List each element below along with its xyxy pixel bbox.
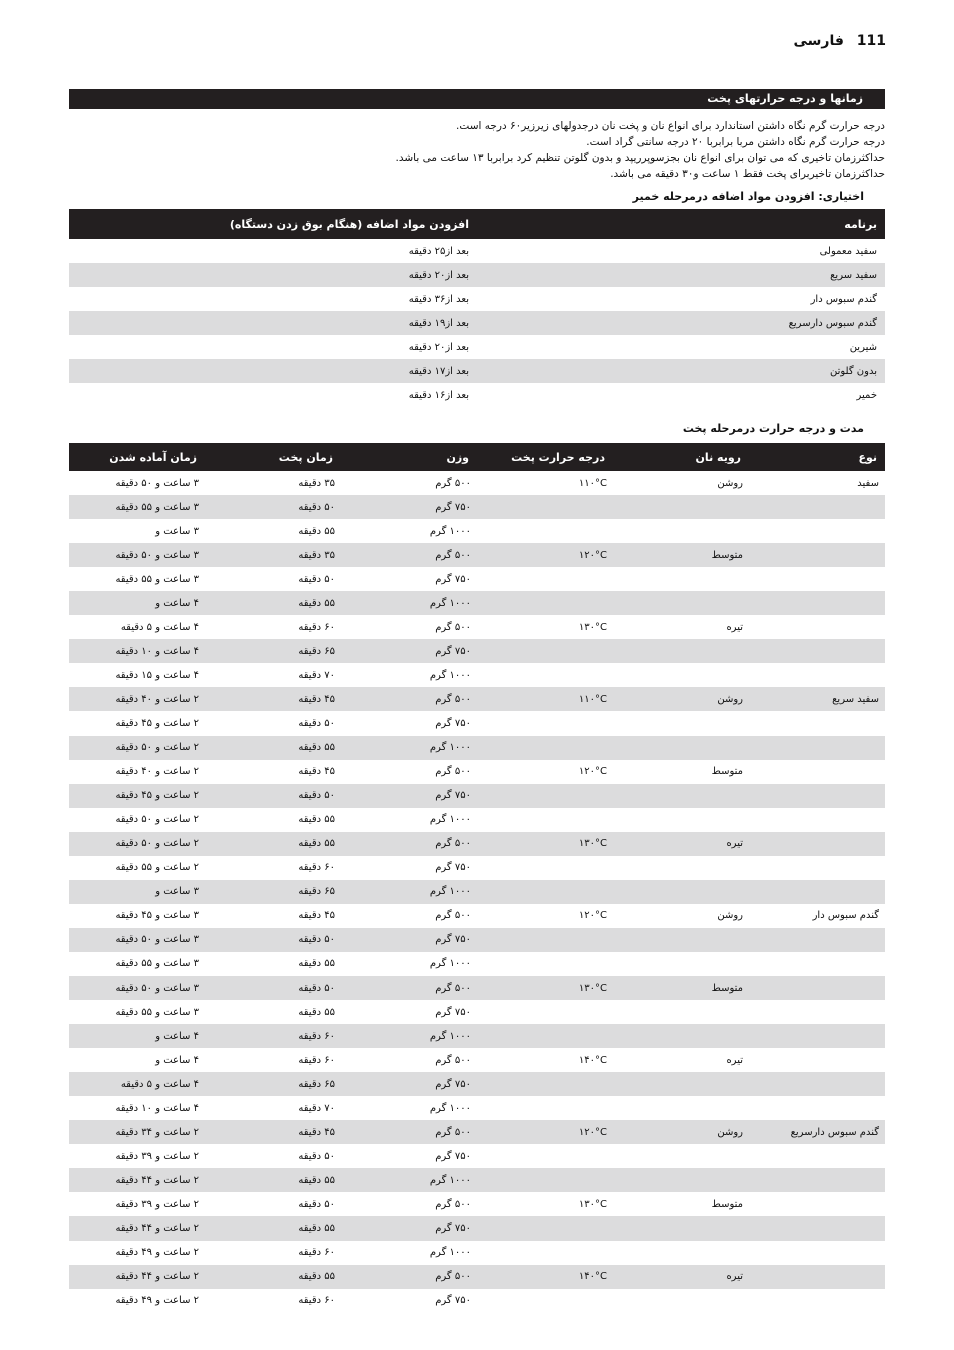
cell-bake-time: ۶۰ دقیقه [298,1247,335,1259]
cell-crust: روشن [717,477,743,489]
cell-weight: ۷۵۰ گرم [341,928,477,952]
cell-temperature: ۱۳۰°C [477,832,613,856]
cell-type [749,711,885,735]
cell-bake-time: ۵۰ دقیقه [205,976,341,1000]
cell-bake-time: ۶۵ دقیقه [205,1072,341,1096]
cell-ready-time: ۲ ساعت و ۴۵ دقیقه [69,784,205,808]
cell-weight: ۷۵۰ گرم [341,639,477,663]
cell-bake-time: ۵۰ دقیقه [298,1150,335,1162]
cell-type [749,760,885,784]
table-row [69,335,885,359]
table-row [69,1144,885,1168]
cell-crust: متوسط [711,766,743,778]
cell-ready-time: ۳ ساعت و ۵۰ دقیقه [69,976,205,1000]
table-row [69,383,885,407]
cell-temperature [477,1216,613,1240]
cell-program: گندم سبوس دارسریع [477,311,885,335]
cell-program: بدون گلوتن [477,359,885,383]
cell-ready-time: ۲ ساعت و ۳۴ دقیقه [69,1120,205,1144]
cell-program: گندم سبوس دار [810,293,877,305]
cell-crust: متوسط [711,1198,743,1210]
cell-temperature [477,808,613,832]
cell-weight: ۷۵۰ گرم [435,573,471,585]
cell-addon-time: بعد از۱۶ دقیقه [408,389,469,401]
cell-crust [613,591,749,615]
cell-ready-time: ۳ ساعت و ۵۰ دقیقه [69,543,205,567]
cell-type: گندم سبوس دار [812,910,879,922]
cell-type [749,1096,885,1120]
cell-temperature [477,736,613,760]
cell-bake-time: ۴۵ دقیقه [298,766,335,778]
col-header-ready-time: زمان آماده شدن [69,443,205,471]
cell-addon-time: بعد از۲۰ دقیقه [408,341,469,353]
cell-temperature: ۱۲۰°C [477,1120,613,1144]
table-row [69,591,885,615]
cell-crust [613,1072,749,1096]
cell-bake-time: ۶۰ دقیقه [298,1054,335,1066]
cell-weight: ۷۵۰ گرم [435,1006,471,1018]
cell-temperature [477,1072,613,1096]
cell-crust [613,1024,749,1048]
cell-addon-time: بعد از۲۵ دقیقه [408,245,469,257]
cell-weight: ۱۰۰۰ گرم [341,736,477,760]
cell-ready-time: ۲ ساعت و ۵۰ دقیقه [69,832,205,856]
cell-ready-time: ۴ ساعت و ۱۰ دقیقه [115,1102,199,1114]
cell-type [749,808,885,832]
cell-temperature [477,1168,613,1192]
cell-weight: ۱۰۰۰ گرم [429,958,471,970]
cell-type: سفید سریع [749,687,885,711]
table-row [69,1120,885,1144]
table-row [69,1241,885,1265]
cell-temperature [477,1000,613,1024]
cell-crust [613,1144,749,1168]
cell-type [749,639,885,663]
cell-crust [613,639,749,663]
cell-crust [613,711,749,735]
cell-weight: ۷۵۰ گرم [435,717,471,729]
cell-bake-time: ۴۵ دقیقه [298,910,335,922]
table-row [69,711,885,735]
cell-ready-time: ۳ ساعت و [155,525,199,537]
cell-bake-time: ۵۰ دقیقه [205,495,341,519]
intro-line: درجه حرارت گرم نگاه داشتن مربا برابربا ۲۰ درجه سانتی گراد است. [586,136,885,148]
cell-ready-time: ۲ ساعت و ۵۰ دقیقه [115,814,199,826]
col-header-weight: وزن [341,443,477,471]
cell-type [749,543,885,567]
cell-ready-time: ۴ ساعت و ۵ دقیقه [69,1072,205,1096]
intro-text [69,118,885,182]
cell-weight: ۵۰۰ گرم [435,1054,471,1066]
cell-type [749,1000,885,1024]
cell-temperature: ۱۴۰°C [477,1265,613,1289]
cell-weight: ۵۰۰ گرم [341,832,477,856]
cell-bake-time: ۵۵ دقیقه [298,814,335,826]
cell-type [749,615,885,639]
table-row [69,311,885,335]
cell-ready-time: ۲ ساعت و ۵۰ دقیقه [69,736,205,760]
cell-weight: ۷۵۰ گرم [341,1072,477,1096]
cell-type [749,880,885,904]
cell-bake-time: ۵۰ دقیقه [298,1198,335,1210]
cell-type [749,495,885,519]
cell-crust: متوسط [613,543,749,567]
baking-table-body [69,471,885,1313]
cell-ready-time: ۴ ساعت و [69,591,205,615]
cell-temperature [477,519,613,543]
cell-weight: ۷۵۰ گرم [341,784,477,808]
cell-ready-time: ۳ ساعت و ۵۵ دقیقه [69,495,205,519]
col-header-type: نوع [749,443,885,471]
cell-weight: ۵۰۰ گرم [341,1265,477,1289]
cell-type [749,519,885,543]
cell-program: سفید معمولی [819,245,877,257]
cell-crust [613,1241,749,1265]
cell-type [749,1048,885,1072]
cell-weight: ۵۰۰ گرم [341,687,477,711]
table-row [69,976,885,1000]
col-header-bake-time: زمان پخت [205,443,341,471]
cell-ready-time: ۲ ساعت و ۴۴ دقیقه [69,1216,205,1240]
cell-temperature [477,1144,613,1168]
cell-ready-time: ۳ ساعت و ۵۵ دقیقه [115,573,199,585]
cell-bake-time: ۵۵ دقیقه [298,958,335,970]
cell-weight: ۱۰۰۰ گرم [429,525,471,537]
cell-temperature [477,639,613,663]
cell-ready-time: ۲ ساعت و ۴۹ دقیقه [115,1295,199,1307]
cell-weight: ۱۰۰۰ گرم [341,1168,477,1192]
col-header-crust: رویه نان [613,443,749,471]
cell-ready-time: ۲ ساعت و ۴۴ دقیقه [69,1168,205,1192]
cell-crust [613,928,749,952]
cell-weight: ۵۰۰ گرم [435,621,471,633]
cell-program: خمیر [856,389,877,401]
cell-ready-time: ۲ ساعت و ۴۴ دقیقه [69,1265,205,1289]
cell-temperature: ۱۱۰°C [578,477,607,489]
cell-temperature [477,784,613,808]
cell-temperature [477,1096,613,1120]
cell-weight: ۱۰۰۰ گرم [341,1024,477,1048]
table-row [69,760,885,784]
cell-crust: تیره [726,1054,743,1066]
cell-weight: ۷۵۰ گرم [435,862,471,874]
table-row [69,519,885,543]
cell-ready-time: ۲ ساعت و ۴۰ دقیقه [69,687,205,711]
page-header [793,33,886,49]
cell-bake-time: ۵۵ دقیقه [205,832,341,856]
cell-bake-time: ۶۰ دقیقه [205,1024,341,1048]
cell-temperature: ۱۲۰°C [578,910,607,922]
cell-crust [613,1096,749,1120]
intro-line: حداکثرزمان تاخیربرای پخت فقط ۱ ساعت و۳۰ دقیقه می باشد. [610,168,885,180]
cell-temperature [477,928,613,952]
cell-crust: تیره [726,621,743,633]
cell-bake-time: ۶۵ دقیقه [205,880,341,904]
cell-temperature [477,880,613,904]
cell-bake-time: ۵۵ دقیقه [205,591,341,615]
cell-crust [613,495,749,519]
addon-table-title: اختیاری: افزودن مواد اضافه درمرحله خمیر [632,190,864,203]
cell-type [749,1144,885,1168]
cell-bake-time: ۵۰ دقیقه [298,573,335,585]
cell-crust [613,952,749,976]
cell-temperature: ۱۴۰°C [578,1054,607,1066]
cell-bake-time: ۳۵ دقیقه [298,477,335,489]
col-header-temperature: درجه حرارت پخت [477,443,613,471]
cell-ready-time: ۲ ساعت و ۵۵ دقیقه [115,862,199,874]
addon-table-body [69,239,885,407]
cell-type [749,591,885,615]
cell-addon-time: بعد از۳۶ دقیقه [408,293,469,305]
cell-temperature [477,663,613,687]
cell-bake-time: ۵۰ دقیقه [298,717,335,729]
cell-bake-time: ۶۰ دقیقه [298,621,335,633]
cell-bake-time: ۵۵ دقیقه [205,1265,341,1289]
cell-ready-time: ۴ ساعت و [69,1024,205,1048]
cell-temperature [477,567,613,591]
section-title-bar [69,89,885,109]
cell-temperature [477,952,613,976]
cell-type [749,567,885,591]
cell-ready-time: ۳ ساعت و ۵۵ دقیقه [115,1006,199,1018]
table-row [69,263,885,287]
table-row [69,687,885,711]
cell-bake-time: ۶۵ دقیقه [205,639,341,663]
cell-type [749,928,885,952]
cell-weight: ۷۵۰ گرم [341,495,477,519]
table-row [69,1265,885,1289]
intro-line: حداکثرزمان تاخیری که می توان برای انواع نان بجزسوپرریپد و بدون گلوتن تنظیم کرد برابربا ۱۳ ساعت می باشد. [395,152,885,164]
table-row [69,639,885,663]
cell-temperature [477,591,613,615]
cell-crust [613,784,749,808]
cell-crust [613,856,749,880]
cell-ready-time: ۲ ساعت و ۳۹ دقیقه [115,1198,199,1210]
cell-weight: ۷۵۰ گرم [435,1295,471,1307]
table-row [69,1000,885,1024]
table-row [69,1024,885,1048]
cell-type [749,832,885,856]
cell-weight: ۵۰۰ گرم [435,477,471,489]
cell-type [749,1289,885,1313]
cell-crust: روشن [613,687,749,711]
col-header-addon: افزودن مواد اضافه (هنگام بوق زدن دستگاه) [69,209,477,239]
cell-ready-time: ۳ ساعت و ۵۰ دقیقه [115,477,199,489]
cell-crust: متوسط [613,976,749,1000]
cell-temperature: ۱۳۰°C [578,621,607,633]
table-row [69,1096,885,1120]
cell-bake-time: ۵۵ دقیقه [205,736,341,760]
table-row [69,615,885,639]
cell-crust: تیره [613,1265,749,1289]
cell-bake-time: ۵۵ دقیقه [205,1168,341,1192]
cell-ready-time: ۴ ساعت و [155,1054,199,1066]
table-row [69,239,885,263]
baking-table [69,443,885,1313]
cell-ready-time: ۲ ساعت و ۴۰ دقیقه [115,766,199,778]
table-row [69,1168,885,1192]
table-row [69,1048,885,1072]
cell-crust [613,1168,749,1192]
cell-temperature [477,1024,613,1048]
cell-type [749,1072,885,1096]
baking-table-title: مدت و درجه حرارت درمرحله پخت [682,422,864,435]
cell-bake-time: ۵۰ دقیقه [205,784,341,808]
cell-addon-time: بعد از۱۹ دقیقه [69,311,477,335]
table-row [69,856,885,880]
table-row [69,928,885,952]
cell-ready-time: ۳ ساعت و ۵۰ دقیقه [69,928,205,952]
cell-program: سفید سریع [477,263,885,287]
table-row [69,359,885,383]
cell-crust: روشن [717,910,743,922]
table-row [69,808,885,832]
cell-addon-time: بعد از۲۰ دقیقه [69,263,477,287]
table-row [69,880,885,904]
col-header-program: برنامه [477,209,885,239]
cell-crust: روشن [613,1120,749,1144]
cell-bake-time: ۴۵ دقیقه [205,1120,341,1144]
table-row [69,832,885,856]
cell-program: شیرین [849,341,877,353]
cell-ready-time: ۲ ساعت و ۴۹ دقیقه [115,1247,199,1259]
cell-crust [613,880,749,904]
cell-addon-time: بعد از۱۷ دقیقه [69,359,477,383]
cell-ready-time: ۴ ساعت و ۱۵ دقیقه [115,669,199,681]
page-number: 111 [856,33,886,49]
table-row [69,1192,885,1216]
cell-crust [613,1289,749,1313]
cell-ready-time: ۳ ساعت و [69,880,205,904]
cell-crust [613,1216,749,1240]
cell-ready-time: ۳ ساعت و ۴۵ دقیقه [115,910,199,922]
cell-weight: ۵۰۰ گرم [341,976,477,1000]
table-row [69,904,885,928]
cell-temperature: ۱۳۰°C [578,1198,607,1210]
table-row [69,1289,885,1313]
table-row [69,784,885,808]
cell-weight: ۱۰۰۰ گرم [341,880,477,904]
cell-temperature [477,711,613,735]
table-row [69,1216,885,1240]
cell-temperature: ۱۲۰°C [477,543,613,567]
table-row [69,543,885,567]
cell-crust [613,567,749,591]
cell-bake-time: ۵۵ دقیقه [298,525,335,537]
table-row [69,471,885,495]
table-row [69,736,885,760]
cell-type [749,1024,885,1048]
cell-temperature: ۱۱۰°C [477,687,613,711]
cell-weight: ۷۵۰ گرم [341,1216,477,1240]
cell-type [749,976,885,1000]
cell-ready-time: ۲ ساعت و ۴۵ دقیقه [115,717,199,729]
cell-ready-time: ۳ ساعت و ۵۵ دقیقه [115,958,199,970]
cell-bake-time: ۷۰ دقیقه [298,1102,335,1114]
table-row [69,663,885,687]
cell-type [749,1168,885,1192]
cell-weight: ۱۰۰۰ گرم [429,669,471,681]
cell-type [749,1265,885,1289]
cell-type [749,736,885,760]
table-row [69,1072,885,1096]
cell-type [749,1241,885,1265]
table-row [69,495,885,519]
cell-bake-time: ۵۵ دقیقه [205,1216,341,1240]
baking-table-header [69,443,885,471]
cell-type [749,1192,885,1216]
addon-table [69,209,885,407]
cell-bake-time: ۴۵ دقیقه [205,687,341,711]
intro-line: درجه حرارت گرم نگاه داشتن استاندارد برای انواع نان و پخت نان درجدولهای زیرزیر۶۰ درجه است. [456,120,885,132]
cell-ready-time: ۴ ساعت و ۵ دقیقه [120,621,199,633]
cell-ready-time: ۲ ساعت و ۳۹ دقیقه [115,1150,199,1162]
cell-bake-time: ۵۰ دقیقه [205,928,341,952]
cell-bake-time: ۶۰ دقیقه [298,862,335,874]
table-row [69,567,885,591]
cell-weight: ۷۵۰ گرم [435,1150,471,1162]
cell-type [749,784,885,808]
cell-weight: ۱۰۰۰ گرم [429,1102,471,1114]
cell-type [749,952,885,976]
cell-temperature [477,495,613,519]
cell-weight: ۵۰۰ گرم [435,1198,471,1210]
cell-temperature: ۱۳۰°C [477,976,613,1000]
cell-type [749,663,885,687]
cell-bake-time: ۳۵ دقیقه [205,543,341,567]
cell-crust [613,1000,749,1024]
cell-weight: ۱۰۰۰ گرم [429,814,471,826]
cell-temperature [477,1289,613,1313]
cell-crust [613,736,749,760]
cell-type: گندم سبوس دارسریع [749,1120,885,1144]
page-language: فارسی [793,33,844,49]
cell-weight: ۱۰۰۰ گرم [341,591,477,615]
cell-crust [613,519,749,543]
section-title: زمانها و درجه حرارتهای پخت [707,92,863,105]
cell-weight: ۵۰۰ گرم [435,766,471,778]
cell-weight: ۵۰۰ گرم [341,1120,477,1144]
cell-temperature: ۱۲۰°C [578,766,607,778]
cell-temperature [477,856,613,880]
cell-crust [613,808,749,832]
cell-temperature [477,1241,613,1265]
addon-table-header [69,209,885,239]
table-row [69,287,885,311]
cell-weight: ۵۰۰ گرم [341,543,477,567]
cell-weight: ۱۰۰۰ گرم [429,1247,471,1259]
cell-ready-time: ۴ ساعت و ۱۰ دقیقه [69,639,205,663]
cell-type [749,1216,885,1240]
cell-bake-time: ۷۰ دقیقه [298,669,335,681]
cell-crust [613,663,749,687]
cell-type [749,856,885,880]
cell-bake-time: ۶۰ دقیقه [298,1295,335,1307]
cell-type: سفید [857,477,879,489]
cell-weight: ۵۰۰ گرم [435,910,471,922]
cell-crust: تیره [613,832,749,856]
table-row [69,952,885,976]
cell-bake-time: ۵۵ دقیقه [298,1006,335,1018]
